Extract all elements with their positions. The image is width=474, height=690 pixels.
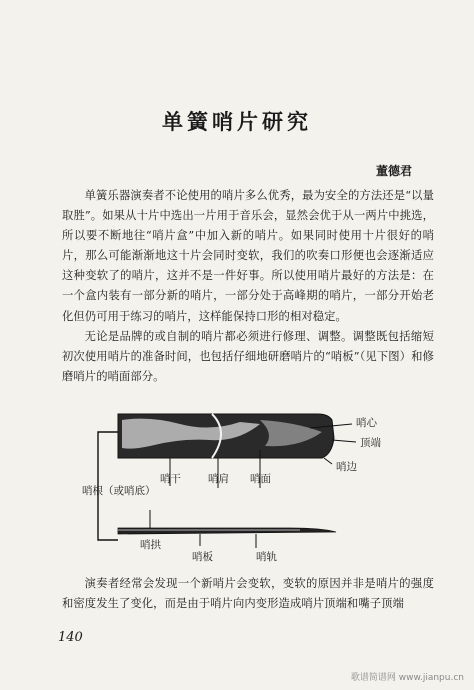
article-body-continued (62, 574, 434, 614)
reed-diagram-svg (60, 402, 440, 572)
tip-pointer (332, 440, 356, 442)
article-author: 董德君 (375, 164, 412, 178)
article-title: 单簧哨片研究 (162, 110, 312, 134)
label-edge: 哨边 (336, 461, 357, 473)
label-plate: 哨板 (192, 551, 213, 563)
page-number: 140 (58, 630, 83, 645)
reed-side-shape (118, 528, 336, 534)
label-rail: 哨轨 (256, 551, 277, 563)
label-root: 哨根（或哨底） (82, 485, 156, 497)
paragraph-1: 单簧乐器演奏者不论使用的哨片多么优秀，最为安全的方法还是“以量取胜”。如果从十片中选出一片用于音乐会，显然会优于从一两片中挑选，所以要不断地往“哨片盒”中加入新的哨片。如果同时使用十片很好的哨片，那么可能渐渐地这十片会同时变软，我们的吹奏口形便也会逐渐适应这种变软了的哨片，这并不是一件好事。所以使用哨片最好的方法是：在一个盒内装有一部分新的哨片，一部分处于高峰期的哨片，一部分开始老化但仍可用于练习的哨片，这样能保持口形的相对稳定。 (62, 189, 434, 323)
label-stem: 哨干 (160, 473, 181, 485)
label-shoulder: 哨肩 (208, 473, 229, 485)
reed-side-view (118, 528, 336, 534)
label-tip: 顶端 (360, 437, 381, 449)
watermark-text: 歌谱简谱网 www.jianpu.cn (350, 673, 464, 683)
article-body (62, 186, 434, 387)
label-face: 哨面 (250, 473, 271, 485)
reed-diagram (60, 402, 440, 572)
paragraph-2: 无论是品牌的或自制的哨片都必须进行修理、调整。调整既包括缩短初次使用哨片的准备时间，也包括仔细地研磨哨片的“哨板”（见下图）和修磨哨片的哨面部分。 (62, 329, 434, 383)
paragraph-3: 演奏者经常会发现一个新哨片会变软，变软的原因并非是哨片的强度和密度发生了变化，而是由于哨片向内变形造成哨片顶端和嘴子顶端 (62, 577, 434, 611)
reed-top-view (118, 414, 334, 458)
label-arch: 哨拱 (140, 539, 161, 551)
edge-pointer (324, 458, 332, 464)
label-heart: 哨心 (356, 417, 377, 429)
